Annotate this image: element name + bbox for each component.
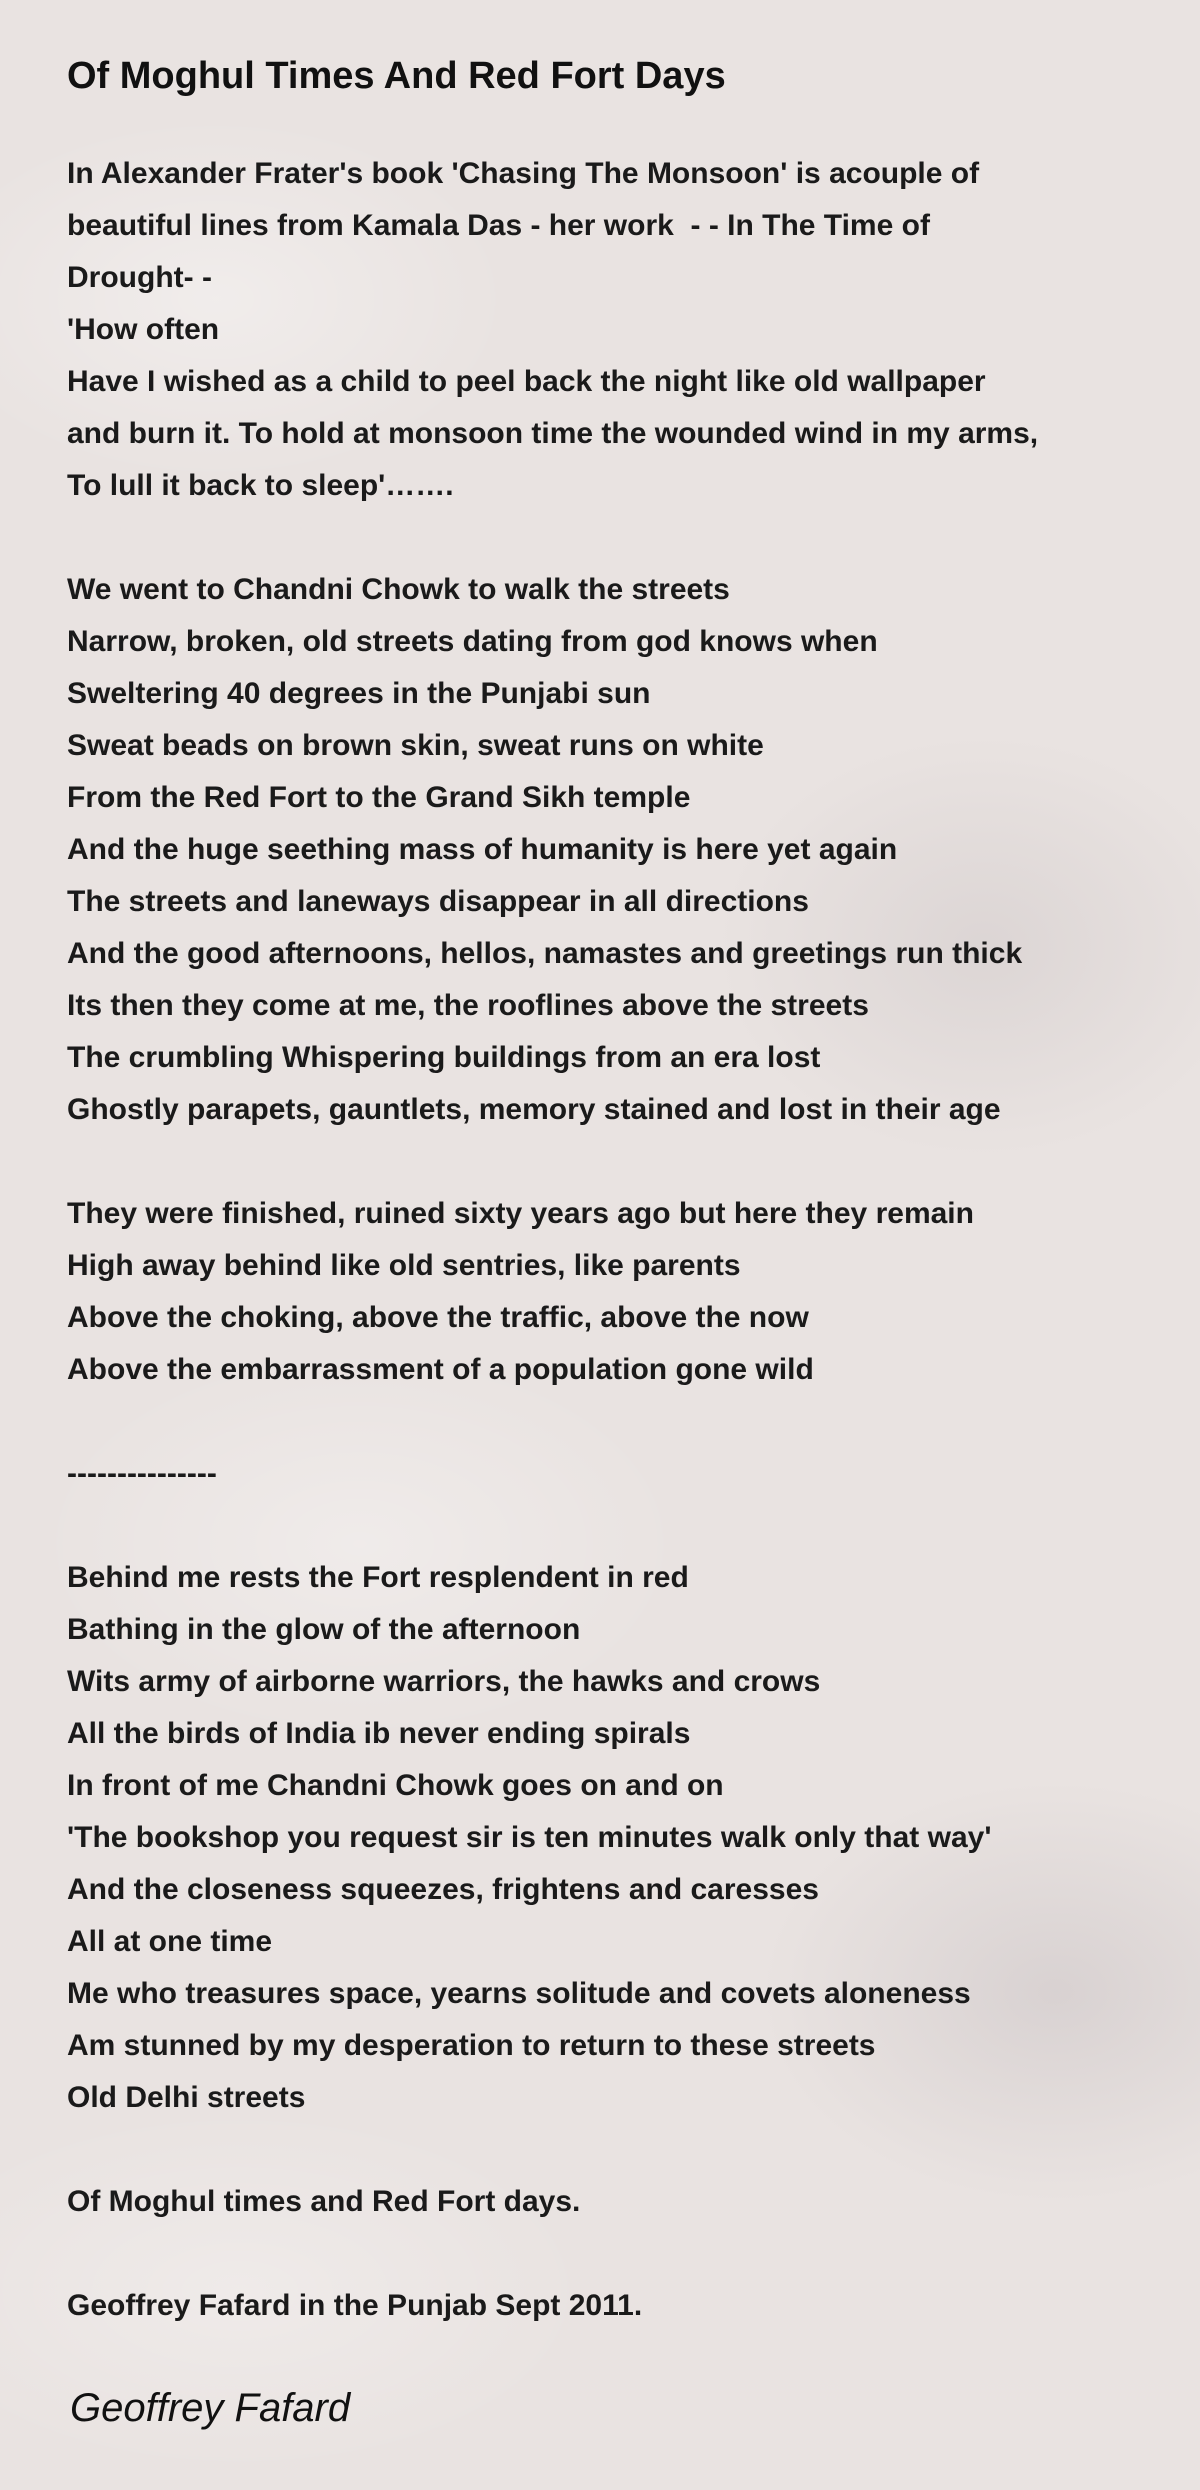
poem-page <box>67 0 1147 2490</box>
poem-line: Narrow, broken, old streets dating from god knows when <box>67 625 878 658</box>
poem-line: Am stunned by my desperation to return to these streets <box>67 2029 876 2062</box>
poem-line: They were finished, ruined sixty years ago but here they remain <box>67 1197 974 1230</box>
poem-line: All the birds of India ib never ending spirals <box>67 1717 691 1750</box>
poem-line: 'The bookshop you request sir is ten minutes walk only that way' <box>67 1821 992 1854</box>
poem-line: And the closeness squeezes, frightens and caresses <box>67 1873 819 1906</box>
poem-line: To lull it back to sleep'……. <box>67 469 454 502</box>
poem-line: --------------- <box>67 1457 217 1490</box>
poem-line: From the Red Fort to the Grand Sikh temple <box>67 781 691 814</box>
poem-line: Old Delhi streets <box>67 2081 306 2114</box>
poem-line: Have I wished as a child to peel back the night like old wallpaper <box>67 365 986 398</box>
poem-line: Bathing in the glow of the afternoon <box>67 1613 581 1646</box>
poem-line: Me who treasures space, yearns solitude and covets aloneness <box>67 1977 971 2010</box>
poem-line: In front of me Chandni Chowk goes on and on <box>67 1769 724 1802</box>
poem-line: Of Moghul times and Red Fort days. <box>67 2185 581 2218</box>
poem-line: Wits army of airborne warriors, the hawks and crows <box>67 1665 821 1698</box>
poem-line: And the good afternoons, hellos, namastes and greetings run thick <box>67 937 1023 970</box>
stanza-break <box>67 512 1157 564</box>
stanza-break <box>67 1136 1157 1188</box>
poem-line: Its then they come at me, the rooflines above the streets <box>67 989 869 1022</box>
stanza-break <box>67 1396 1157 1448</box>
poem-line: The streets and laneways disappear in all directions <box>67 885 809 918</box>
poem-line: In Alexander Frater's book 'Chasing The Monsoon' is acouple of <box>67 157 980 190</box>
stanza-break <box>67 2228 1157 2280</box>
stanza-break <box>67 1500 1157 1552</box>
poem-line: Sweltering 40 degrees in the Punjabi sun <box>67 677 651 710</box>
author-name: Geoffrey Fafard <box>70 2386 351 2430</box>
poem-line: And the huge seething mass of humanity is here yet again <box>67 833 898 866</box>
stanza-break <box>67 2124 1157 2176</box>
poem-line: Ghostly parapets, gauntlets, memory stained and lost in their age <box>67 1093 1001 1126</box>
poem-line: The crumbling Whispering buildings from an era lost <box>67 1041 821 1074</box>
poem-line: beautiful lines from Kamala Das - her work - - In The Time of <box>67 209 930 242</box>
poem-line: Above the choking, above the traffic, above the now <box>67 1301 809 1334</box>
poem-line: and burn it. To hold at monsoon time the wounded wind in my arms, <box>67 417 1039 450</box>
poem-line: We went to Chandni Chowk to walk the streets <box>67 573 730 606</box>
poem-line: Sweat beads on brown skin, sweat runs on white <box>67 729 764 762</box>
poem-line: All at one time <box>67 1925 273 1958</box>
poem-line: Above the embarrassment of a population gone wild <box>67 1353 814 1386</box>
poem-line: Drought- - <box>67 261 212 294</box>
poem-title: Of Moghul Times And Red Fort Days <box>67 55 726 97</box>
poem-line: Geoffrey Fafard in the Punjab Sept 2011. <box>67 2289 643 2322</box>
poem-line: High away behind like old sentries, like parents <box>67 1249 741 1282</box>
poem-line: 'How often <box>67 313 220 346</box>
poem-line: Behind me rests the Fort resplendent in red <box>67 1561 689 1594</box>
poem-body <box>67 148 1157 2332</box>
